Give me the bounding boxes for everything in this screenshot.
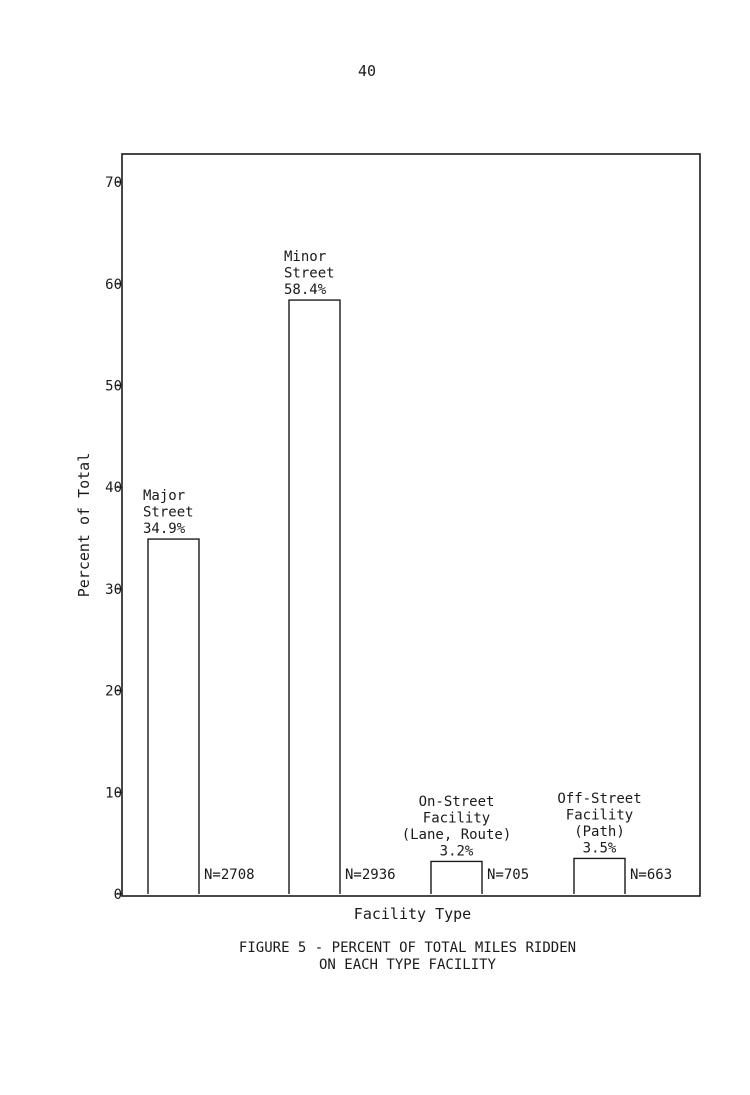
- bar-labels-group: [143, 249, 672, 883]
- y-axis-ticks: [105, 175, 122, 903]
- bar: [574, 858, 625, 894]
- bar: [431, 861, 482, 894]
- bar-label-line: Major: [143, 488, 186, 505]
- n-label: N=2936: [345, 867, 396, 883]
- plot-frame: [122, 154, 700, 896]
- n-label: N=663: [630, 867, 673, 883]
- bar-label-line: 3.2%: [439, 843, 474, 860]
- bar-label-line: Facility: [565, 807, 634, 824]
- bar-label-line: 3.5%: [582, 840, 617, 857]
- figure-caption: [150, 940, 665, 974]
- y-tick-label: 20: [105, 683, 122, 700]
- bar-label-line: Off-Street: [557, 790, 642, 807]
- bar-label-line: (Path): [574, 823, 625, 840]
- bar-label-line: On-Street: [418, 793, 495, 810]
- bar-label-line: 34.9%: [143, 521, 186, 538]
- y-tick-label: 30: [105, 581, 122, 598]
- bar-label-line: 58.4%: [284, 282, 327, 299]
- x-axis-label: Facility Type: [353, 905, 472, 923]
- bar-label-line: Facility: [422, 810, 491, 827]
- bar-label-line: Street: [284, 265, 335, 282]
- y-tick-label: 40: [105, 480, 122, 497]
- page-number: 40: [357, 62, 377, 80]
- bar-label-line: Minor: [284, 249, 327, 266]
- y-axis-label: Percent of Total: [75, 452, 93, 598]
- bars-group: [148, 300, 625, 894]
- caption-line-1: FIGURE 5 - PERCENT OF TOTAL MILES RIDDEN: [238, 940, 577, 956]
- bar: [289, 300, 340, 894]
- y-tick-label: 70: [105, 175, 122, 192]
- caption-line-2: ON EACH TYPE FACILITY: [318, 957, 496, 973]
- y-tick-label: 50: [105, 378, 122, 395]
- n-label: N=2708: [204, 867, 255, 883]
- bar-label-line: Street: [143, 504, 194, 521]
- n-label: N=705: [487, 867, 530, 883]
- bar-label-line: (Lane, Route): [401, 826, 512, 843]
- y-tick-label: 0: [113, 887, 122, 903]
- bar: [148, 539, 199, 894]
- y-tick-label: 10: [105, 785, 122, 802]
- y-tick-label: 60: [105, 276, 122, 293]
